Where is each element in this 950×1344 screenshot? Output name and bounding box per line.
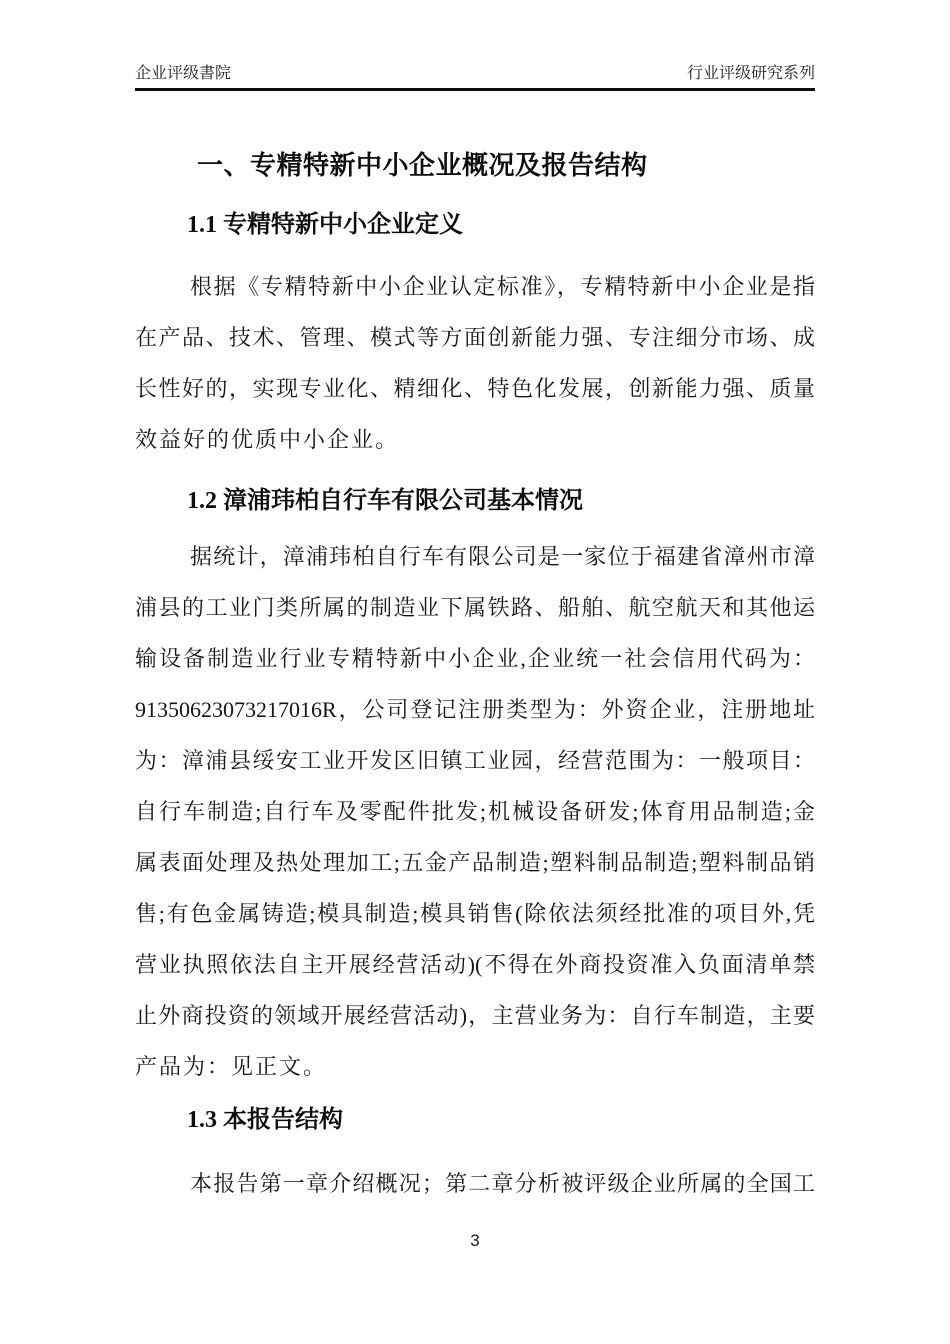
paragraph-line: 长性好的，实现专业化、精细化、特色化发展，创新能力强、质量 xyxy=(135,376,815,401)
paragraph-line: 据统计，漳浦玮柏自行车有限公司是一家位于福建省漳州市漳 xyxy=(190,544,815,569)
paragraph-line: 为：漳浦县绥安工业开发区旧镇工业园，经营范围为：一般项目： xyxy=(135,748,815,773)
paragraph-line: 根据《专精特新中小企业认定标准》，专精特新中小企业是指 xyxy=(190,274,815,299)
page-number: 3 xyxy=(470,1231,480,1250)
section-heading-1-3: 1.3 本报告结构 xyxy=(187,1107,343,1133)
paragraph-line: 浦县的工业门类所属的制造业下属铁路、船舶、航空航天和其他运 xyxy=(135,595,815,620)
paragraph-report-structure xyxy=(135,1158,815,1209)
header-left-text: 企业评级書院 xyxy=(135,65,232,82)
section-heading-1-2: 1.2 漳浦玮柏自行车有限公司基本情况 xyxy=(187,488,583,514)
paragraph-line: 止外商投资的领域开展经营活动)，主营业务为：自行车制造，主要 xyxy=(135,1003,815,1028)
paragraph-line: 在产品、技术、管理、模式等方面创新能力强、专注细分市场、成 xyxy=(135,325,815,350)
header-right-text: 行业评级研究系列 xyxy=(686,65,815,82)
paragraph-company-profile xyxy=(135,531,815,1092)
paragraph-line: 本报告第一章介绍概况；第二章分析被评级企业所属的全国工 xyxy=(190,1171,815,1196)
paragraph-line: 91350623073217016R，公司登记注册类型为：外资企业，注册地址 xyxy=(135,697,815,722)
paragraph-line: 属表面处理及热处理加工;五金产品制造;塑料制品制造;塑料制品销 xyxy=(135,850,815,875)
chapter-title: 一、专精特新中小企业概况及报告结构 xyxy=(197,151,648,180)
paragraph-line: 效益好的优质中小企业。 xyxy=(135,427,400,452)
paragraph-line: 自行车制造;自行车及零配件批发;机械设备研发;体育用品制造;金 xyxy=(135,799,815,824)
paragraph-line: 营业执照依法自主开展经营活动)(不得在外商投资准入负面清单禁 xyxy=(135,952,815,977)
paragraph-line: 产品为：见正文。 xyxy=(135,1054,328,1079)
content-column xyxy=(135,0,815,1253)
running-header xyxy=(135,0,815,91)
paragraph-definition xyxy=(135,261,815,465)
paragraph-line: 输设备制造业行业专精特新中小企业,企业统一社会信用代码为： xyxy=(135,646,815,671)
section-heading-1-1: 1.1 专精特新中小企业定义 xyxy=(187,212,463,238)
paragraph-line: 售;有色金属铸造;模具制造;模具销售(除依法须经批准的项目外,凭 xyxy=(135,901,815,926)
